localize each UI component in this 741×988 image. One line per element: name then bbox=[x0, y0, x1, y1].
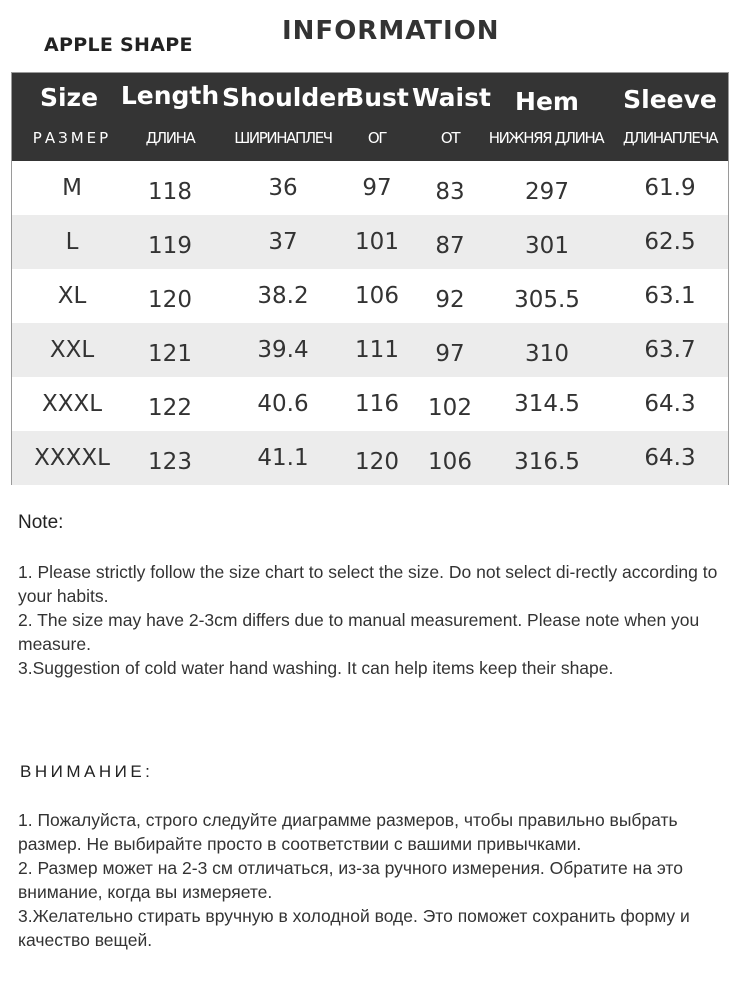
col-header-shoulder-ru: ШИРИНАПЛЕЧ bbox=[234, 129, 332, 147]
cell-shoulder: 40.6 bbox=[257, 391, 309, 417]
cell-size: XL bbox=[57, 283, 87, 309]
cell-waist: 102 bbox=[428, 395, 472, 421]
cell-length: 119 bbox=[148, 233, 192, 259]
ru-note-item: 3.Желательно стирать вручную в холодной воде. Это поможет сохранить форму и качество вещей. bbox=[18, 906, 690, 950]
cell-sleeve: 63.7 bbox=[644, 337, 696, 363]
note-item: 1. Please strictly follow the size chart to select the size. Do not select di-rectly according to your habits. bbox=[18, 562, 718, 606]
cell-waist: 87 bbox=[435, 233, 465, 259]
cell-size: M bbox=[62, 175, 82, 201]
table-row bbox=[12, 161, 728, 215]
shape-label: APPLE SHAPE bbox=[44, 34, 193, 56]
col-header-length-ru: ДЛИНА bbox=[145, 129, 195, 147]
cell-sleeve: 63.1 bbox=[644, 283, 696, 309]
col-header-length: Length bbox=[120, 81, 220, 110]
col-header-bust: Bust bbox=[345, 83, 409, 112]
cell-shoulder: 41.1 bbox=[257, 445, 309, 471]
cell-shoulder: 38.2 bbox=[257, 283, 309, 309]
cell-hem: 316.5 bbox=[514, 449, 580, 475]
col-header-bust-ru: ОГ bbox=[367, 129, 387, 147]
cell-hem: 297 bbox=[525, 179, 569, 205]
cell-shoulder: 37 bbox=[268, 229, 298, 255]
ru-note-item: 2. Размер может на 2-3 см отличаться, из-за ручного измерения. Обратите на это внимание, когда вы измеряете. bbox=[18, 858, 683, 902]
cell-length: 122 bbox=[148, 395, 192, 421]
cell-waist: 106 bbox=[428, 449, 472, 475]
cell-sleeve: 64.3 bbox=[644, 391, 696, 417]
cell-shoulder: 39.4 bbox=[257, 337, 309, 363]
cell-bust: 97 bbox=[362, 175, 392, 201]
col-header-sleeve-ru: ДЛИНАПЛЕЧА bbox=[622, 129, 718, 147]
cell-hem: 314.5 bbox=[514, 391, 580, 417]
cell-bust: 106 bbox=[355, 283, 399, 309]
page-title: INFORMATION bbox=[282, 16, 500, 46]
table-row bbox=[12, 431, 728, 485]
col-header-size-ru: РАЗМЕР bbox=[32, 129, 112, 147]
cell-size: XXL bbox=[49, 337, 95, 363]
cell-sleeve: 62.5 bbox=[644, 229, 696, 255]
cell-hem: 310 bbox=[525, 341, 569, 367]
cell-bust: 111 bbox=[355, 337, 399, 363]
col-header-waist: Waist bbox=[412, 83, 491, 112]
size-table bbox=[11, 72, 729, 485]
col-header-sleeve: Sleeve bbox=[623, 85, 717, 114]
col-header-hem-ru: НИЖНЯЯ ДЛИНА bbox=[488, 129, 604, 147]
cell-hem: 301 bbox=[525, 233, 569, 259]
table-header bbox=[12, 73, 728, 161]
note-item: 2. The size may have 2-3cm differs due to manual measurement. Please note when you measure. bbox=[18, 610, 700, 654]
cell-sleeve: 64.3 bbox=[644, 445, 696, 471]
cell-bust: 120 bbox=[355, 449, 399, 475]
col-header-waist-ru: ОТ bbox=[440, 129, 460, 147]
table-row bbox=[12, 215, 728, 269]
note-list bbox=[18, 560, 723, 680]
cell-size: XXXXL bbox=[34, 445, 110, 471]
cell-bust: 116 bbox=[355, 391, 399, 417]
cell-length: 118 bbox=[148, 179, 192, 205]
cell-sleeve: 61.9 bbox=[644, 175, 696, 201]
ru-note-list bbox=[18, 808, 723, 952]
cell-waist: 92 bbox=[435, 287, 465, 313]
cell-length: 121 bbox=[148, 341, 192, 367]
note-item: 3.Suggestion of cold water hand washing. It can help items keep their shape. bbox=[18, 658, 614, 678]
cell-bust: 101 bbox=[355, 229, 399, 255]
cell-waist: 97 bbox=[435, 341, 465, 367]
cell-length: 123 bbox=[148, 449, 192, 475]
ru-note-title: ВНИМАНИЕ: bbox=[20, 762, 154, 781]
cell-size: L bbox=[65, 229, 79, 255]
col-header-shoulder: Shoulder bbox=[222, 83, 349, 112]
ru-note-item: 1. Пожалуйста, строго следуйте диаграмме размеров, чтобы правильно выбрать размер. Не выбирайте просто в соответствии с вашими привычками. bbox=[18, 810, 678, 854]
table-row bbox=[12, 323, 728, 377]
col-header-size: Size bbox=[39, 83, 99, 112]
note-title: Note: bbox=[18, 512, 64, 533]
cell-length: 120 bbox=[148, 287, 192, 313]
cell-waist: 83 bbox=[435, 179, 465, 205]
col-header-hem: Hem bbox=[515, 87, 579, 116]
cell-size: XXXL bbox=[41, 391, 103, 417]
cell-hem: 305.5 bbox=[514, 287, 580, 313]
table-row bbox=[12, 377, 728, 431]
cell-shoulder: 36 bbox=[268, 175, 298, 201]
table-row bbox=[12, 269, 728, 323]
